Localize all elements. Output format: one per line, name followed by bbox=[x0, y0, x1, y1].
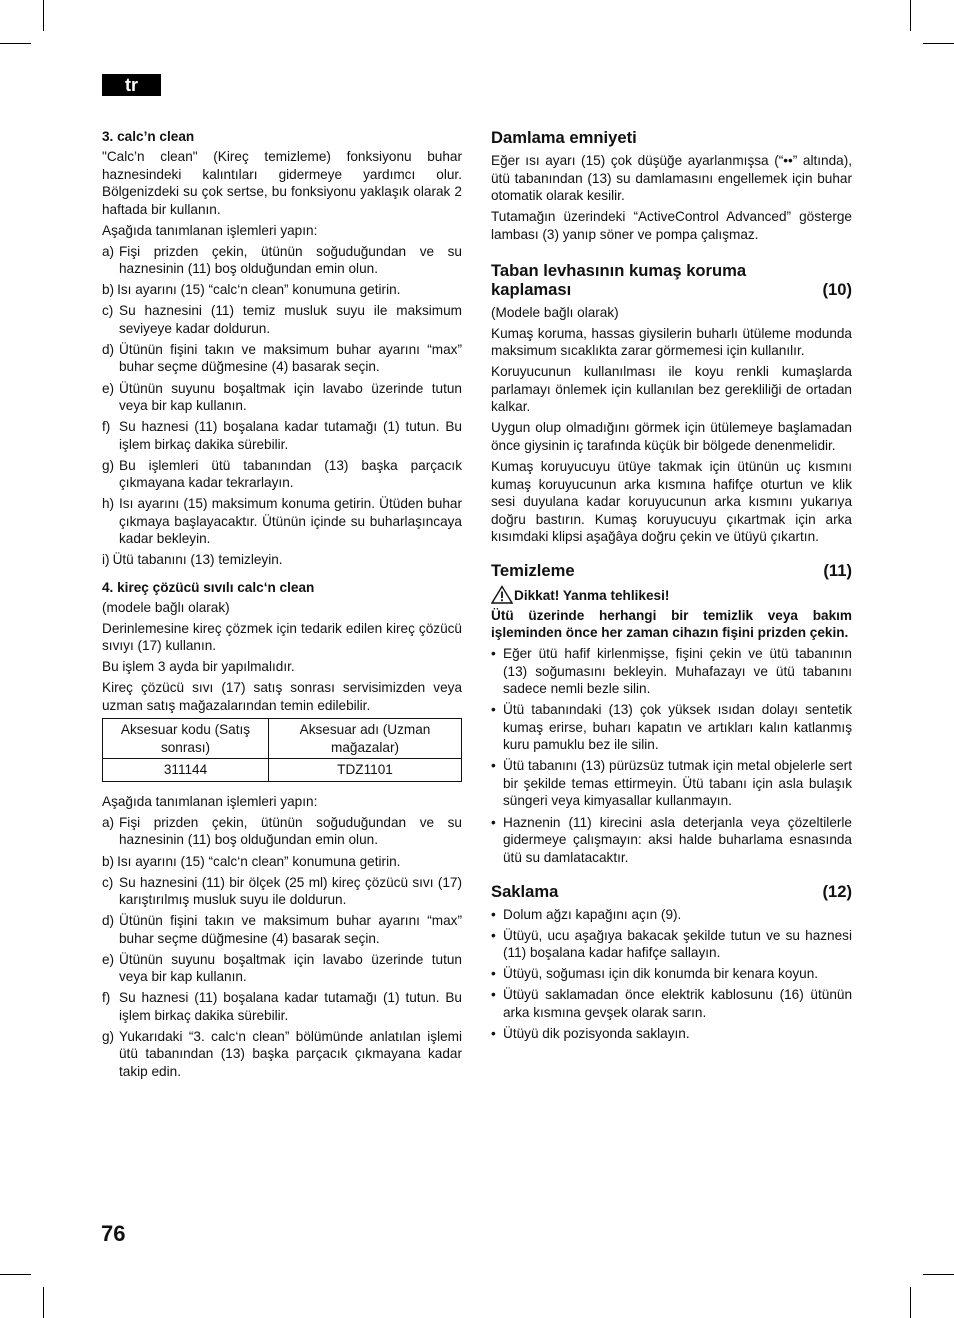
warning-triangle-icon bbox=[491, 585, 513, 604]
table-header-row bbox=[103, 719, 462, 759]
step-marker: f) bbox=[102, 419, 111, 435]
paragraph: Bu işlem 3 ayda bir yapılmalıdır. bbox=[102, 659, 295, 675]
step-marker: h) bbox=[102, 496, 115, 512]
table-cell: TDZ1101 bbox=[269, 759, 462, 782]
paragraph: (Modele bağlı olarak) bbox=[491, 304, 619, 320]
table-header-cell: Aksesuar adı (Uzman mağazalar) bbox=[269, 719, 462, 759]
crop-mark bbox=[43, 0, 44, 31]
step-item bbox=[102, 1028, 462, 1081]
step-text: Ütünün fişini takın ve maksimum buhar ayarını “max” buhar seçme düğmesine (4) basarak seçin. bbox=[119, 913, 462, 946]
step-text: Su haznesi (11) boşalana kadar tutamağı (1) tutun. Bu işlem birkaç dakika sürebilir. bbox=[119, 990, 462, 1023]
step-list bbox=[102, 243, 462, 569]
step-text: Ütünün suyunu boşaltmak için lavabo üzerinde tutun veya bir kap kullanın. bbox=[119, 380, 462, 414]
list-item: • Ütüyü dik pozisyonda saklayın. bbox=[491, 1025, 852, 1043]
step-marker: e) bbox=[102, 380, 115, 396]
section-title-text: Damlama emniyeti bbox=[491, 128, 637, 147]
step-text: Bu işlemleri ütü tabanından (13) başka parçacık çıkmayana kadar tekrarlayın. bbox=[119, 457, 462, 491]
section-number: (10) bbox=[822, 279, 852, 299]
step-text: Ütü tabanını (13) temizleyin. bbox=[112, 552, 283, 568]
paragraph: Aşağıda tanımlanan işlemleri yapın: bbox=[102, 793, 318, 809]
table-header-cell: Aksesuar kodu (Satış sonrası) bbox=[103, 719, 269, 759]
left-column bbox=[102, 128, 462, 1084]
step-item bbox=[102, 551, 462, 569]
section-title-storage bbox=[491, 882, 852, 901]
paragraph: Uygun olup olmadığını görmek için ütülemeye başlamadan önce giysinin iç tarafında küçük bir bölgede denenmelidir. bbox=[491, 420, 852, 453]
crop-mark bbox=[910, 0, 911, 31]
step-marker: d) bbox=[102, 913, 115, 929]
warning-text: Dikkat! Yanma tehlikesi! bbox=[514, 587, 670, 603]
crop-mark bbox=[0, 1274, 31, 1275]
step-marker: i) bbox=[102, 552, 110, 568]
step-marker: g) bbox=[102, 1028, 115, 1044]
bullet-list bbox=[491, 906, 852, 1043]
table-cell: 311144 bbox=[103, 759, 269, 782]
bullet-list bbox=[491, 645, 852, 866]
step-text: Yukarıdaki “3. calc‘n clean” bölümünde anlatılan işlemi ütü tabanından (13) başka parçacık çıkmayana kadar takip edin. bbox=[119, 1028, 462, 1079]
crop-mark bbox=[43, 1287, 44, 1318]
paragraph: Koruyucunun kullanılması ile koyu renkli kumaşlarda parlamayı önlemek için kullanılan bez gerekliliği de ortadan kalkar. bbox=[491, 364, 852, 415]
step-item bbox=[102, 853, 462, 871]
step-item bbox=[102, 457, 462, 492]
step-item bbox=[102, 243, 462, 278]
step-text: Su haznesini (11) temiz musluk suyu ile maksimum seviyeye kadar doldurun. bbox=[119, 303, 462, 336]
list-item: • Haznenin (11) kirecini asla deterjanla veya çözeltilerle gidermeye çalışmayın: aksi halde buharlama esnasında ütü su damlatacaktır. bbox=[491, 814, 852, 867]
paragraph: Aşağıda tanımlanan işlemleri yapın: bbox=[102, 222, 318, 238]
crop-mark bbox=[0, 43, 31, 44]
step-marker: f) bbox=[102, 990, 111, 1006]
paragraph: Kumaş koruma, hassas giysilerin buharlı ütüleme modunda maksimum sıcaklıkta zarar görmemesi için kullanılır. bbox=[491, 325, 852, 359]
step-text: Isı ayarını (15) “calc‘n clean” konumuna getirin. bbox=[117, 853, 401, 869]
step-marker: b) bbox=[102, 853, 115, 869]
paragraph: Eğer ısı ayarı (15) çok düşüğe ayarlanmışsa (“••” altında), ütü tabanından (13) su damlamasını engellemek için buhar otomatik olarak kesilir. bbox=[491, 153, 852, 203]
step-text: Ütünün suyunu boşaltmak için lavabo üzerinde tutun veya bir kap kullanın. bbox=[119, 951, 462, 985]
step-text: Ütünün fişini takın ve maksimum buhar ayarını “max” buhar seçme düğmesine (4) basarak seçin. bbox=[119, 341, 462, 375]
section-title-calcn-clean: 3. calc’n clean bbox=[102, 129, 195, 144]
table-row bbox=[103, 759, 462, 782]
step-marker: c) bbox=[102, 303, 114, 319]
step-item bbox=[102, 989, 462, 1024]
step-text: Fişi prizden çekin, ütünün soğuduğundan ve su haznesinin (11) boş olduğundan emin olun. bbox=[119, 243, 462, 277]
section-title-text: Temizleme bbox=[491, 561, 575, 581]
step-item bbox=[102, 380, 462, 415]
section-title-text: kaplaması bbox=[491, 279, 572, 299]
step-item bbox=[102, 951, 462, 986]
section-title-drip-stop bbox=[491, 128, 852, 147]
step-list bbox=[102, 814, 462, 1081]
step-item bbox=[102, 912, 462, 947]
warning-notice bbox=[491, 585, 852, 604]
section-title-descaling-liquid: 4. kireç çözücü sıvılı calc‘n clean bbox=[102, 579, 315, 595]
paragraph: (modele bağlı olarak) bbox=[102, 599, 230, 615]
step-item bbox=[102, 814, 462, 849]
step-item bbox=[102, 302, 462, 337]
list-item: • Ütü tabanını (13) pürüzsüz tutmak için metal objelerle sert bir şekilde temas ettirmeyin. Ütü tabanı için asla bulaşık süngeri veya kimyasallar kullanmayın. bbox=[491, 757, 852, 810]
crop-mark bbox=[910, 1287, 911, 1318]
step-item bbox=[102, 281, 462, 299]
crop-mark bbox=[923, 1274, 954, 1275]
language-badge: tr bbox=[102, 74, 161, 96]
step-text: Isı ayarını (15) “calc‘n clean” konumuna getirin. bbox=[117, 282, 401, 298]
warning-paragraph: Ütü üzerinde herhangi bir temizlik veya bakım işleminden önce her zaman cihazın fişini prizden çekin. bbox=[491, 607, 852, 641]
right-column bbox=[491, 128, 852, 1046]
section-title-text: Taban levhasının kumaş koruma bbox=[491, 260, 747, 280]
step-marker: b) bbox=[102, 282, 115, 298]
step-marker: c) bbox=[102, 874, 114, 890]
step-marker: a) bbox=[102, 243, 115, 259]
crop-mark bbox=[923, 43, 954, 44]
section-number: (12) bbox=[822, 881, 852, 901]
section-number: (11) bbox=[823, 561, 852, 581]
section-title-soleplate-protector bbox=[491, 261, 852, 299]
section-title-text: Saklama bbox=[491, 881, 559, 901]
paragraph: "Calc’n clean" (Kireç temizleme) fonksiyonu buhar haznesindeki kalıntıları gidermeye yardımcı olur. Bölgenizdeki su çok sertse, bu fonksiyonu yaklaşık olarak 2 haftada bir kullanın. bbox=[102, 149, 462, 217]
step-marker: d) bbox=[102, 341, 115, 357]
list-item: • Ütü tabanındaki (13) çok yüksek ısıdan dolayı sentetik kumaş erirse, buharı kapatın ve artıkları kalın katlanmış kuru pamuklu bez ile silin. bbox=[491, 701, 852, 754]
list-item: • Ütüyü, ucu aşağıya bakacak şekilde tutun ve su haznesi (11) boşalana kadar hafifçe sallayın. bbox=[491, 927, 852, 962]
paragraph: Kumaş koruyucuyu ütüye takmak için ütünün uç kısmını kumaş koruyucunun arka kısmına hafifçe oturtun ve klik sesi duyulana kadar koruyucunun arka kısmını yukarıya doğru bastırın. Kumaş koruyucuyu çıkartmak için arka kısımdaki klipsi aşağâya doğru çekin ve ütüyü çıkartın. bbox=[491, 459, 852, 545]
step-text: Isı ayarını (15) maksimum konuma getirin. Ütüden buhar çıkmaya başlayacaktır. Ütünün içinde su buharlaşıncaya kadar bekleyin. bbox=[119, 496, 462, 547]
step-text: Su haznesi (11) boşalana kadar tutamağı (1) tutun. Bu işlem birkaç dakika sürebilir. bbox=[119, 419, 462, 452]
list-item: • Dolum ağzı kapağını açın (9). bbox=[491, 906, 852, 924]
paragraph: Derinlemesine kireç çözmek için tedarik edilen kireç çözücü sıvıyı (17) kullanın. bbox=[102, 620, 462, 654]
list-item: • Ütüyü, soğuması için dik konumda bir kenara koyun. bbox=[491, 965, 852, 983]
step-marker: e) bbox=[102, 951, 115, 967]
step-item bbox=[102, 341, 462, 376]
paragraph: Kireç çözücü sıvı (17) satış sonrası servisimizden veya uzman satış mağazalarından temin edilebilir. bbox=[102, 680, 462, 713]
step-marker: a) bbox=[102, 814, 115, 830]
step-marker: g) bbox=[102, 457, 115, 473]
page-number: 76 bbox=[101, 1221, 126, 1246]
step-item bbox=[102, 418, 462, 453]
step-item bbox=[102, 495, 462, 548]
list-item: • Ütüyü saklamadan önce elektrik kablosunu (16) ütünün arka kısmına gevşek olarak sarın. bbox=[491, 986, 852, 1021]
accessory-table bbox=[102, 718, 462, 782]
paragraph: Tutamağın üzerindeki “ActiveControl Advanced” gösterge lambası (3) yanıp söner ve pompa çalışmaz. bbox=[491, 209, 852, 242]
step-text: Su haznesini (11) bir ölçek (25 ml) kireç çözücü sıvı (17) karıştırılmış musluk suyu ile doldurun. bbox=[119, 874, 462, 908]
section-title-cleaning bbox=[491, 561, 852, 580]
list-item: • Eğer ütü hafif kirlenmişse, fişini çekin ve ütü tabanının (13) soğumasını bekleyin. Muhafazayı ve ütü tabanını sadece nemli bezle silin. bbox=[491, 645, 852, 698]
step-text: Fişi prizden çekin, ütünün soğuduğundan ve su haznesinin (11) boş olduğundan emin olun. bbox=[119, 814, 462, 848]
step-item bbox=[102, 874, 462, 909]
